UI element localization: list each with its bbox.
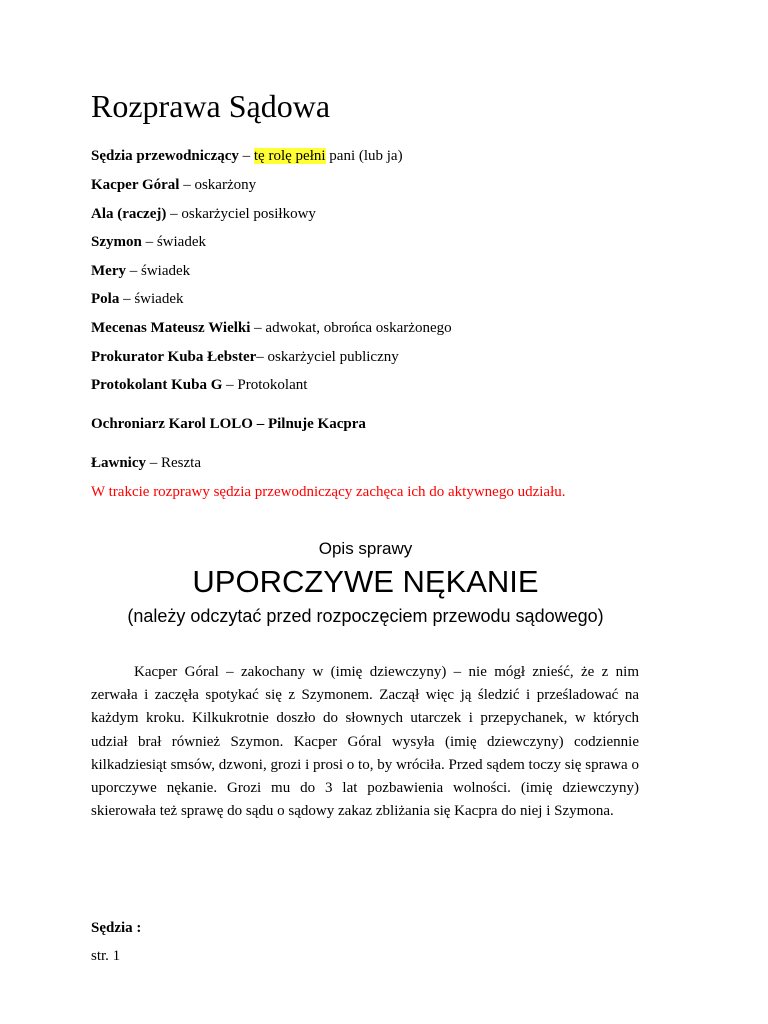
- role-public-prosecutor: [91, 347, 399, 367]
- role-name: Ławnicy: [91, 455, 147, 471]
- role-defense-attorney: [91, 318, 452, 338]
- role-name: Kacper Góral: [91, 177, 180, 193]
- role-witness-mery: [91, 261, 190, 281]
- role-name: Szymon: [91, 234, 142, 250]
- role-description: świadek: [156, 234, 206, 250]
- role-separator: –: [250, 320, 266, 336]
- role-separator: –: [222, 377, 238, 393]
- role-name: Ochroniarz Karol LOLO – Pilnuje Kacpra: [91, 416, 366, 432]
- case-description: Kacper Góral – zakochany w (imię dziewczyny) – nie mógł znieść, że z nim zerwała i zaczęła spotykać się z Szymonem. Zaczął więc ją śledzić i prześladować na każdym kroku. Kilkukrotnie doszło do słownych utarczek i przepychanek, w których udział brał również Szymon. Kacper Góral wysyła (imię dziewczyny) codziennie kilkadziesiąt smsów, dzwoni, grozi i prosi o to, by wróciła. Przed sądem toczy się sprawa o uporczywe nękanie. Grozi mu do 3 lat pozbawienia wolności. (imię dziewczyny) skierowała też sprawę do sądu o sądowy zakaz zbliżania się Kacpra do niej i Szymona.: [91, 664, 639, 820]
- role-name: Prokurator Kuba Łebster: [91, 349, 257, 365]
- role-witness-pola: [91, 289, 184, 309]
- role-separator: –: [125, 263, 141, 279]
- role-description: pani (lub ja): [325, 148, 403, 164]
- role-separator: –: [119, 291, 135, 307]
- role-description: oskarżyciel publiczny: [267, 349, 399, 365]
- highlighted-text: tę rolę pełni: [253, 148, 326, 164]
- role-auxiliary-prosecutor: [91, 204, 316, 224]
- judge-signature-label: Sędzia :: [91, 920, 142, 936]
- role-separator: –: [141, 234, 157, 250]
- role-separator: –: [166, 206, 182, 222]
- role-name: Mery: [91, 263, 126, 279]
- role-description: Protokolant: [237, 377, 308, 393]
- page-number: str. 1: [91, 948, 121, 964]
- role-description: świadek: [134, 291, 184, 307]
- role-security-guard: [91, 414, 366, 434]
- instruction-note: W trakcie rozprawy sędzia przewodniczący zachęca ich do aktywnego udziału.: [91, 484, 566, 500]
- role-court-clerk: [91, 375, 307, 395]
- case-label: Opis sprawy: [318, 539, 413, 558]
- role-presiding-judge: [91, 146, 403, 166]
- role-description: adwokat, obrońca oskarżonego: [265, 320, 452, 336]
- role-witness-szymon: [91, 232, 206, 252]
- role-name: Protokolant Kuba G: [91, 377, 223, 393]
- document-title: Rozprawa Sądowa: [91, 88, 331, 124]
- role-name: Ala (raczej): [91, 206, 167, 222]
- role-name: Mecenas Mateusz Wielki: [91, 320, 251, 336]
- role-separator: –: [146, 455, 162, 471]
- case-subtitle: (należy odczytać przed rozpoczęciem przewodu sądowego): [127, 606, 604, 626]
- role-description: Reszta: [161, 455, 201, 471]
- role-name: Sędzia przewodniczący: [91, 148, 239, 164]
- role-separator: –: [256, 349, 268, 365]
- role-description: oskarżony: [194, 177, 257, 193]
- role-description: oskarżyciel posiłkowy: [181, 206, 316, 222]
- role-lay-judges: [91, 453, 201, 473]
- role-separator: –: [238, 148, 254, 164]
- role-separator: –: [179, 177, 195, 193]
- case-title: UPORCZYWE NĘKANIE: [192, 564, 539, 599]
- role-name: Pola: [91, 291, 120, 307]
- role-description: świadek: [140, 263, 191, 279]
- role-defendant: [91, 175, 256, 195]
